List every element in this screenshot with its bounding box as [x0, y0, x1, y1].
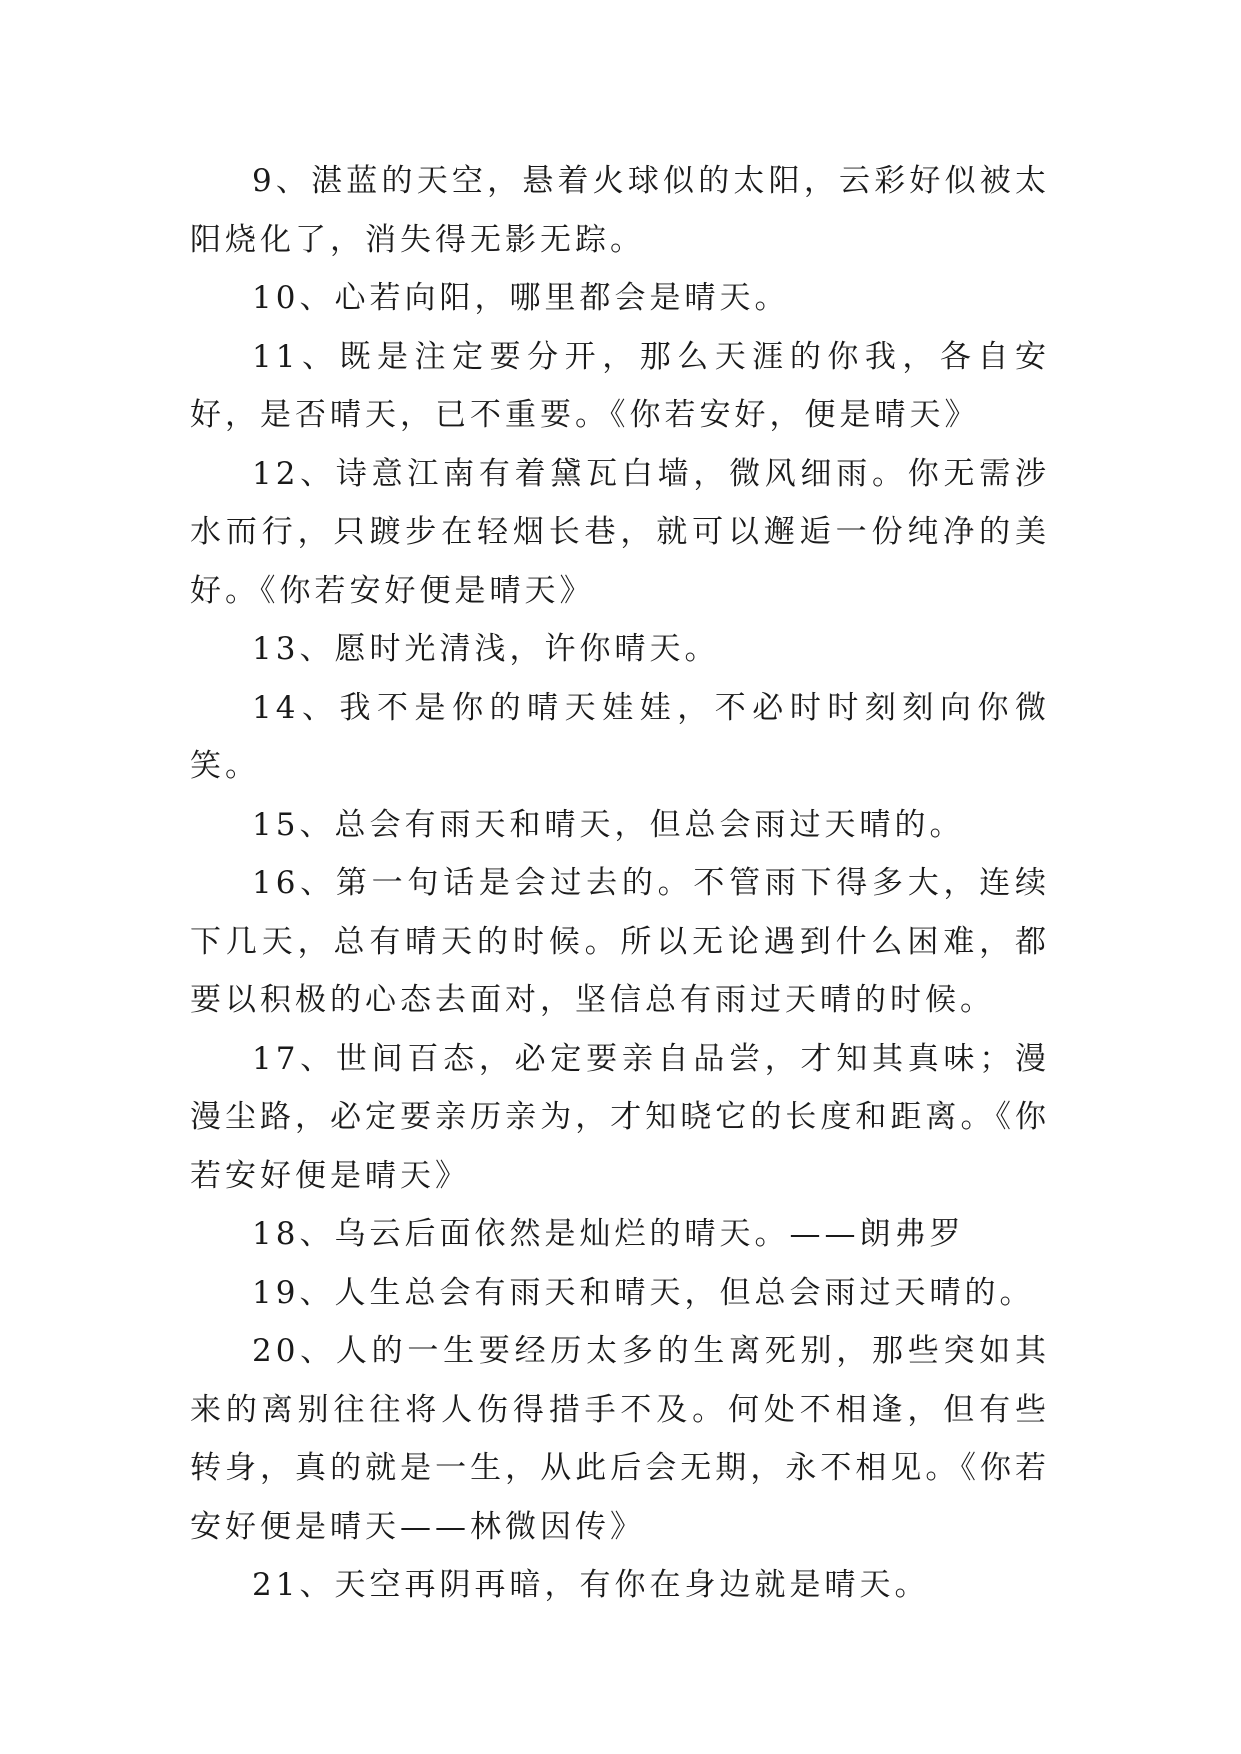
paragraph-20: 20、人的一生要经历太多的生离死别，那些突如其来的离别往往将人伤得措手不及。何处不相逢，但有些转身，真的就是一生，从此后会无期，永不相见。《你若安好便是晴天——林微因传》 — [190, 1333, 1050, 1545]
paragraph-13: 13、愿时光清浅，许你晴天。 — [252, 631, 720, 667]
paragraph-12: 12、诗意江南有着黛瓦白墙，微风细雨。你无需涉水而行，只踱步在轻烟长巷，就可以邂逅一份纯净的美好。《你若安好便是晴天》 — [190, 455, 1050, 609]
paragraph-9: 9、湛蓝的天空，悬着火球似的太阳，云彩好似被太阳烧化了，消失得无影无踪。 — [190, 163, 1050, 258]
paragraph-19: 19、人生总会有雨天和晴天，但总会雨过天晴的。 — [252, 1274, 1035, 1311]
paragraph-10: 10、心若向阳，哪里都会是晴天。 — [252, 280, 790, 316]
paragraph-18: 18、乌云后面依然是灿烂的晴天。——朗弗罗 — [252, 1216, 965, 1252]
paragraph-17: 17、世间百态，必定要亲自品尝，才知其真味；漫漫尘路，必定要亲历亲为，才知晓它的长度和距离。《你若安好便是晴天》 — [190, 1040, 1050, 1194]
document-body — [190, 152, 1050, 1615]
paragraph-15: 15、总会有雨天和晴天，但总会雨过天晴的。 — [252, 806, 965, 843]
paragraph-14: 14、我不是你的晴天娃娃，不必时时刻刻向你微笑。 — [190, 689, 1050, 784]
paragraph-11: 11、既是注定要分开，那么天涯的你我，各自安好，是否晴天，已不重要。《你若安好，便是晴天》 — [190, 338, 1050, 433]
paragraph-16: 16、第一句话是会过去的。不管雨下得多大，连续下几天，总有晴天的时候。所以无论遇到什么困难，都要以积极的心态去面对，坚信总有雨过天晴的时候。 — [190, 865, 1050, 1018]
paragraph-21: 21、天空再阴再暗，有你在身边就是晴天。 — [252, 1567, 930, 1603]
